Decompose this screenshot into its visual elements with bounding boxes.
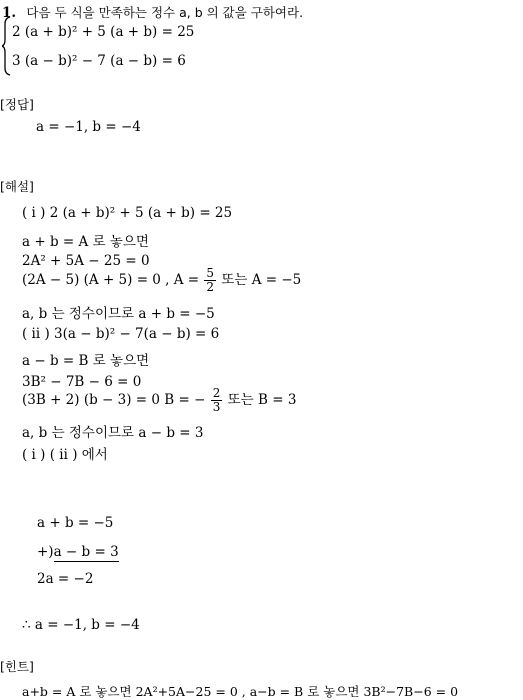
solution-line-10: a, b 는 정수이므로 a − b = 3	[22, 425, 204, 441]
system-brace-icon	[2, 16, 11, 76]
hint-text: a+b = A 로 놓으면 2A²+5A−25 = 0 , a−b = B 로 놓으면 3B²−7B−6 = 0	[22, 684, 459, 699]
conclusion: ∴ a = −1, b = −4	[22, 617, 140, 633]
fraction-5-2	[204, 267, 216, 294]
equation-1: 2 (a + b)² + 5 (a + b) = 25	[12, 24, 195, 40]
calc-plus-operator: +)	[37, 544, 54, 560]
calc-line-1: a + b = −5	[37, 515, 114, 531]
solution-line-9-left: (3B + 2) (b − 3) = 0 B = −	[22, 392, 206, 408]
hint-label: [힌트]	[0, 659, 34, 674]
equation-2: 3 (a − b)² − 7 (a − b) = 6	[12, 53, 186, 69]
solution-line-9-right: 또는 B = 3	[227, 392, 297, 408]
solution-line-9	[22, 387, 296, 414]
fraction-denominator: 2	[206, 280, 215, 294]
answer-value: a = −1, b = −4	[36, 119, 141, 135]
solution-line-11: ( ⅰ ) ( ⅱ ) 에서	[22, 447, 108, 463]
solution-line-3: 2A² + 5A − 25 = 0	[22, 253, 150, 269]
fraction-2-3	[211, 387, 223, 414]
problem-number: 1.	[2, 5, 17, 21]
solution-line-1: ( ⅰ ) 2 (a + b)² + 5 (a + b) = 25	[22, 205, 233, 221]
answer-label: [정답]	[0, 97, 34, 112]
fraction-numerator: 5	[206, 266, 215, 280]
calc-line-2	[37, 544, 119, 560]
solution-label: [해설]	[0, 179, 34, 194]
solution-line-2: a + b = A 로 놓으면	[22, 234, 149, 250]
solution-line-7: a − b = B 로 놓으면	[22, 353, 150, 369]
solution-line-4-right: 또는 A = −5	[221, 272, 302, 288]
calc-line-2-expr: a − b = 3	[53, 544, 119, 560]
solution-line-5: a, b 는 정수이므로 a + b = −5	[22, 306, 215, 322]
fraction-denominator: 3	[212, 400, 221, 414]
solution-line-4-left: (2A − 5) (A + 5) = 0 , A =	[22, 272, 200, 288]
fraction-numerator: 2	[212, 386, 221, 400]
problem-stem: 다음 두 식을 만족하는 정수 a, b 의 값을 구하여라.	[26, 5, 304, 20]
solution-line-4	[22, 267, 301, 294]
calc-line-3: 2a = −2	[37, 571, 94, 587]
solution-line-8: 3B² − 7B − 6 = 0	[22, 374, 142, 390]
solution-line-6: ( ⅱ ) 3(a − b)² − 7(a − b) = 6	[22, 326, 220, 342]
problem-header	[2, 3, 303, 21]
